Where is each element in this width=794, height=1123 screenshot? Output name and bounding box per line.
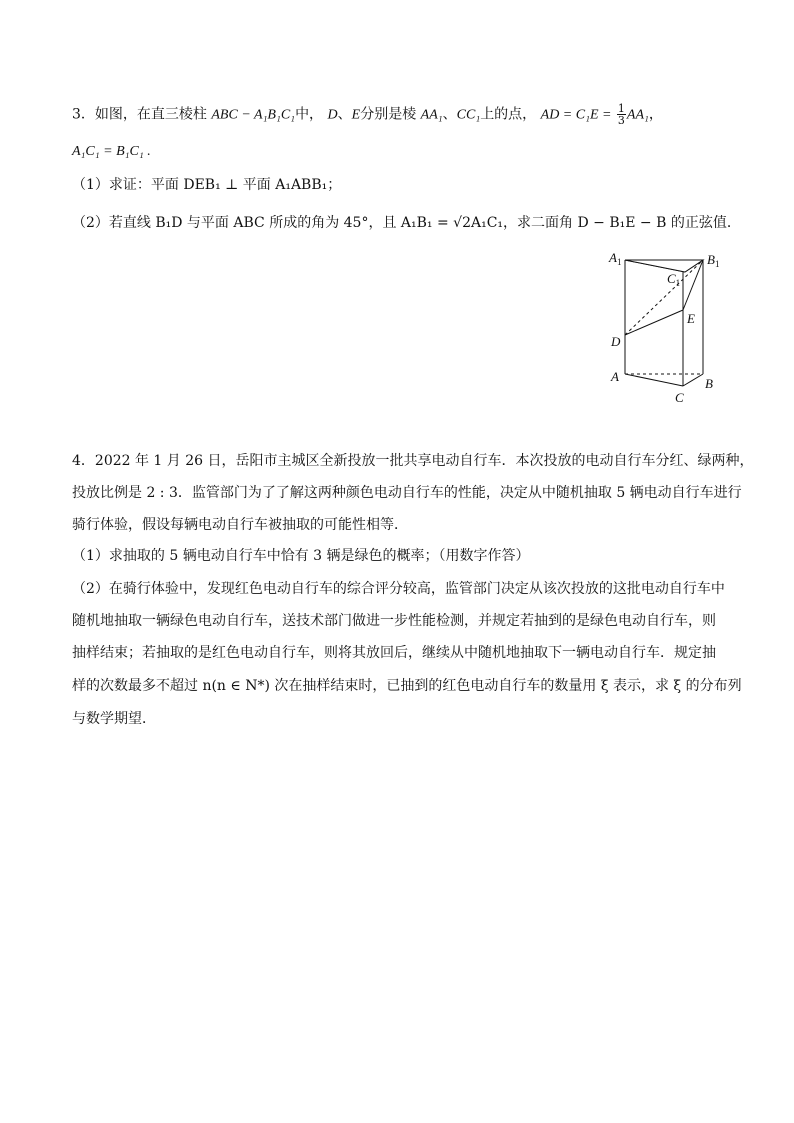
top-face bbox=[625, 260, 703, 272]
problem4-part2-line3: 抽样结束；若抽取的是红色电动自行车，则将其放回后，继续从中随机地抽取下一辆电动自行车．规定抽 bbox=[72, 645, 716, 661]
problem4-part2-line5: 与数学期望． bbox=[72, 711, 156, 727]
prism-figure bbox=[605, 248, 735, 408]
label-a: A bbox=[611, 369, 619, 384]
label-c1 bbox=[667, 271, 680, 288]
edge-ac bbox=[625, 374, 683, 386]
problem3-part2: （2）若直线 B₁D 与平面 ABC 所成的角为 45°，且 A₁B₁ = √2A₁C₁，求二面角 D − B₁E − B 的正弦值． bbox=[72, 215, 741, 231]
label-a1-sub: 1 bbox=[616, 257, 622, 267]
edge-cb bbox=[683, 374, 703, 386]
problem3-part1: （1）求证：平面 DEB₁ ⊥ 平面 A₁ABB₁； bbox=[72, 177, 342, 193]
text-segment: 上的点， bbox=[480, 106, 537, 123]
problem4-line1: 4．2022 年 1 月 26 日，岳阳市主城区全新投放一批共享电动自行车．本次投放的电动自行车分红、绿两种， bbox=[72, 453, 754, 469]
problem4-line2: 投放比例是 2 : 3．监管部门为了了解这两种颜色电动自行车的性能，决定从中随机抽取 5 辆电动自行车进行 bbox=[72, 485, 742, 501]
label-c1-sub: 1 bbox=[675, 278, 681, 288]
problem4-part1: （1）求抽取的 5 辆电动自行车中恰有 3 辆是绿色的概率；（用数字作答） bbox=[72, 548, 530, 564]
text-segment: 分别是棱 bbox=[360, 106, 417, 123]
label-c1-letter: C bbox=[667, 271, 676, 286]
label-c: C bbox=[675, 390, 684, 405]
fraction-denominator: 3 bbox=[617, 114, 625, 127]
label-a1-letter: A bbox=[609, 250, 617, 265]
text-segment: 、 bbox=[442, 106, 457, 123]
edge-cc1: CC₁ bbox=[456, 107, 481, 123]
text-segment: 中， bbox=[295, 106, 324, 123]
label-b1 bbox=[707, 252, 719, 269]
label-b1-sub: 1 bbox=[714, 259, 720, 269]
problem4-part2-line1: （2）在骑行体验中，发现红色电动自行车的综合评分较高，监管部门决定从该次投放的这批电动自行车中 bbox=[72, 581, 725, 597]
edge-aa1: AA₁ bbox=[420, 107, 443, 123]
problem-number: 3． bbox=[72, 106, 95, 123]
label-b: B bbox=[705, 376, 713, 391]
point-d: D bbox=[327, 107, 338, 123]
problem4-line3: 骑行体验，假设每辆电动自行车被抽取的可能性相等． bbox=[72, 517, 408, 533]
condition-rhs: AA₁ bbox=[626, 107, 649, 123]
text-segment: 、 bbox=[337, 106, 352, 123]
label-b1-letter: B bbox=[707, 252, 715, 267]
label-a1 bbox=[608, 250, 621, 267]
problem4-part2-line4: 样的次数最多不超过 n(n ∈ N*) 次在抽样结束时，已抽到的红色电动自行车的数量用 ξ 表示，求 ξ 的分布列 bbox=[72, 678, 742, 694]
problem4-part2-line2: 随机地抽取一辆绿色电动自行车，送技术部门做进一步性能检测，并规定若抽到的是绿色电动自行车，则 bbox=[72, 613, 716, 629]
point-e: E bbox=[351, 107, 361, 123]
condition-lhs: AD = C₁E = bbox=[540, 107, 612, 123]
segment-de bbox=[625, 310, 683, 335]
label-d: D bbox=[611, 334, 621, 349]
problem3-line2: A₁C₁ = B₁C₁ . bbox=[72, 144, 151, 159]
problem3-line1 bbox=[72, 103, 663, 126]
text-segment: ， bbox=[648, 106, 663, 123]
prism-expression: ABC − A₁B₁C₁ bbox=[211, 107, 296, 123]
label-e: E bbox=[687, 311, 695, 326]
fraction-one-third bbox=[617, 103, 626, 126]
fraction-numerator: 1 bbox=[617, 102, 625, 115]
text-segment: 如图，在直三棱柱 bbox=[94, 106, 207, 123]
